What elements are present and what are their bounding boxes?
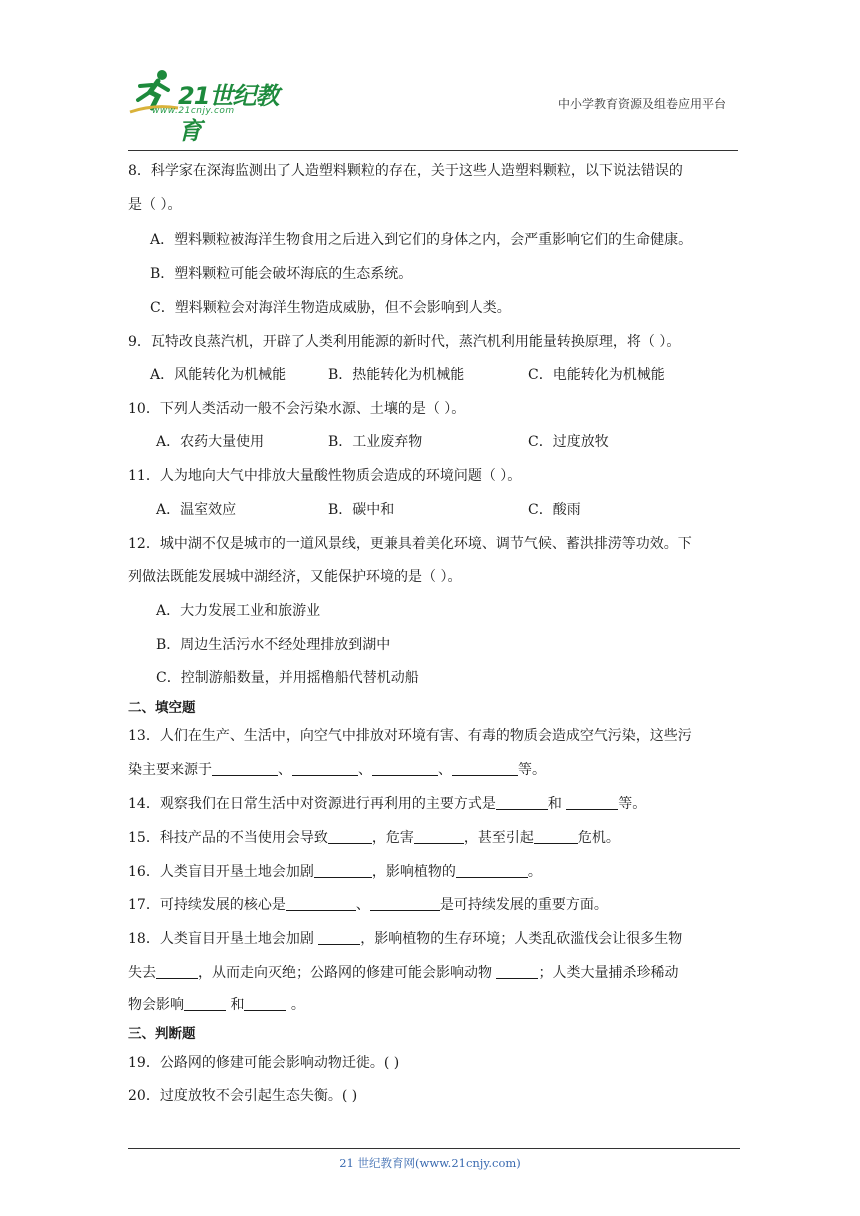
answer-blank[interactable] xyxy=(328,829,372,844)
question-18-line3 xyxy=(128,994,305,1014)
section-true-false-title: 三、判断题 xyxy=(128,1026,196,1042)
answer-blank[interactable] xyxy=(292,761,358,776)
question-14-text: 14．观察我们在日常生活中对资源进行再利用的主要方式是 xyxy=(128,796,496,812)
separator: 、 xyxy=(358,762,372,778)
question-18-text: 和 xyxy=(226,997,245,1013)
logo-text: 21世纪教育 xyxy=(178,82,279,145)
question-11-option-b: B．碳中和 xyxy=(328,502,395,518)
answer-blank[interactable] xyxy=(496,964,538,979)
answer-blank[interactable] xyxy=(372,761,438,776)
question-11-line1: 11．人为地向大气中排放大量酸性物质会造成的环境问题（ ）。 xyxy=(128,468,522,484)
question-18-line1 xyxy=(128,928,682,948)
question-14 xyxy=(128,793,646,813)
question-18-text: 。 xyxy=(286,997,305,1013)
question-8-option-b: B．塑料颗粒可能会破坏海底的生态系统。 xyxy=(150,266,413,282)
question-11-option-c: C．酸雨 xyxy=(528,502,581,518)
question-18-text: ；人类大量捕杀珍稀动 xyxy=(538,965,679,981)
question-15-mid2: ，甚至引起 xyxy=(463,830,534,846)
answer-blank[interactable] xyxy=(314,863,372,878)
question-18-line2 xyxy=(128,962,678,982)
question-18-text: 18．人类盲目开垦土地会加剧 xyxy=(128,931,319,947)
question-17-suffix: 是可持续发展的重要方面。 xyxy=(439,897,608,913)
logo xyxy=(128,68,298,145)
question-18-text: 失去 xyxy=(128,965,156,981)
answer-blank[interactable] xyxy=(156,964,198,979)
question-13-suffix: 等。 xyxy=(518,762,546,778)
question-10-option-a: A．农药大量使用 xyxy=(156,434,265,450)
question-12-option-a: A．大力发展工业和旅游业 xyxy=(156,603,321,619)
question-10-option-b: B．工业废弃物 xyxy=(328,434,423,450)
logo-url: www.21cnjy.com xyxy=(152,106,235,116)
answer-blank[interactable] xyxy=(318,930,360,945)
question-18-text: ，从而走向灭绝；公路网的修建可能会影响动物 xyxy=(198,965,497,981)
header-tagline: 中小学教育资源及组卷应用平台 xyxy=(557,97,726,111)
answer-blank[interactable] xyxy=(496,795,548,810)
answer-blank[interactable] xyxy=(286,896,356,911)
question-16-suffix: 。 xyxy=(527,864,542,880)
footer-divider xyxy=(128,1148,740,1149)
question-12-option-b: B．周边生活污水不经处理排放到湖中 xyxy=(156,637,391,653)
question-8-option-c: C．塑料颗粒会对海洋生物造成威胁，但不会影响到人类。 xyxy=(150,300,511,316)
question-13-text: 染主要来源于 xyxy=(128,762,212,778)
question-18-text: ，影响植物的生存环境；人类乱砍滥伐会让很多生物 xyxy=(360,931,683,947)
separator: 、 xyxy=(438,762,452,778)
question-14-mid: 和 xyxy=(547,796,567,812)
answer-blank[interactable] xyxy=(456,863,528,878)
question-12-line1: 12．城中湖不仅是城市的一道风景线，更兼具着美化环境、调节气候、蓄洪排涝等功效。下 xyxy=(128,536,692,552)
question-16 xyxy=(128,861,542,881)
question-15-text: 15．科技产品的不当使用会导致 xyxy=(128,830,328,846)
page-footer: 21 世纪教育网(www.21cnjy.com) xyxy=(339,1156,521,1170)
answer-blank[interactable] xyxy=(184,996,226,1011)
question-12-line2: 列做法既能发展城中湖经济，又能保护环境的是（ ）。 xyxy=(128,569,462,585)
question-9-line1: 9．瓦特改良蒸汽机，开辟了人类利用能源的新时代，蒸汽机利用能量转换原理，将（ ）。 xyxy=(128,334,681,350)
answer-blank[interactable] xyxy=(534,829,578,844)
question-10-option-c: C．过度放牧 xyxy=(528,434,609,450)
question-16-text: 16．人类盲目开垦土地会加剧 xyxy=(128,864,314,880)
answer-blank[interactable] xyxy=(566,795,618,810)
question-8-option-a: A．塑料颗粒被海洋生物食用之后进入到它们的身体之内，会严重影响它们的生命健康。 xyxy=(150,232,693,248)
question-13-line1: 13．人们在生产、生活中，向空气中排放对环境有害、有毒的物质会造成空气污染，这些污 xyxy=(128,728,692,744)
separator: 、 xyxy=(278,762,292,778)
question-19: 19．公路网的修建可能会影响动物迁徙。( ) xyxy=(128,1055,400,1071)
page-header xyxy=(128,62,738,154)
question-12-option-c: C．控制游船数量，并用摇橹船代替机动船 xyxy=(156,670,419,686)
question-9-option-a: A．风能转化为机械能 xyxy=(150,367,287,383)
question-15-suffix: 危机。 xyxy=(577,830,620,846)
question-14-suffix: 等。 xyxy=(618,796,647,812)
question-8-line2: 是（ ）。 xyxy=(128,197,182,213)
question-9-option-c: C．电能转化为机械能 xyxy=(528,367,665,383)
question-15 xyxy=(128,827,620,847)
question-16-mid: ，影响植物的 xyxy=(371,864,456,880)
question-10-line1: 10．下列人类活动一般不会污染水源、土壤的是（ ）。 xyxy=(128,401,466,417)
question-15-mid1: ，危害 xyxy=(371,830,414,846)
answer-blank[interactable] xyxy=(452,761,518,776)
question-20: 20．过度放牧不会引起生态失衡。( ) xyxy=(128,1088,358,1104)
section-fill-in-title: 二、填空题 xyxy=(128,700,196,716)
question-11-option-a: A．温室效应 xyxy=(156,502,237,518)
question-9-option-b: B．热能转化为机械能 xyxy=(328,367,465,383)
answer-blank[interactable] xyxy=(212,761,278,776)
answer-blank[interactable] xyxy=(370,896,440,911)
answer-blank[interactable] xyxy=(244,996,286,1011)
question-17 xyxy=(128,894,608,914)
question-17-mid: 、 xyxy=(355,897,370,913)
answer-blank[interactable] xyxy=(414,829,464,844)
question-8-line1: 8．科学家在深海监测出了人造塑料颗粒的存在，关于这些人造塑料颗粒，以下说法错误的 xyxy=(128,163,683,179)
header-divider xyxy=(128,150,738,151)
question-17-text: 17．可持续发展的核心是 xyxy=(128,897,286,913)
question-13-line2 xyxy=(128,759,546,779)
question-18-text: 物会影响 xyxy=(128,997,184,1013)
